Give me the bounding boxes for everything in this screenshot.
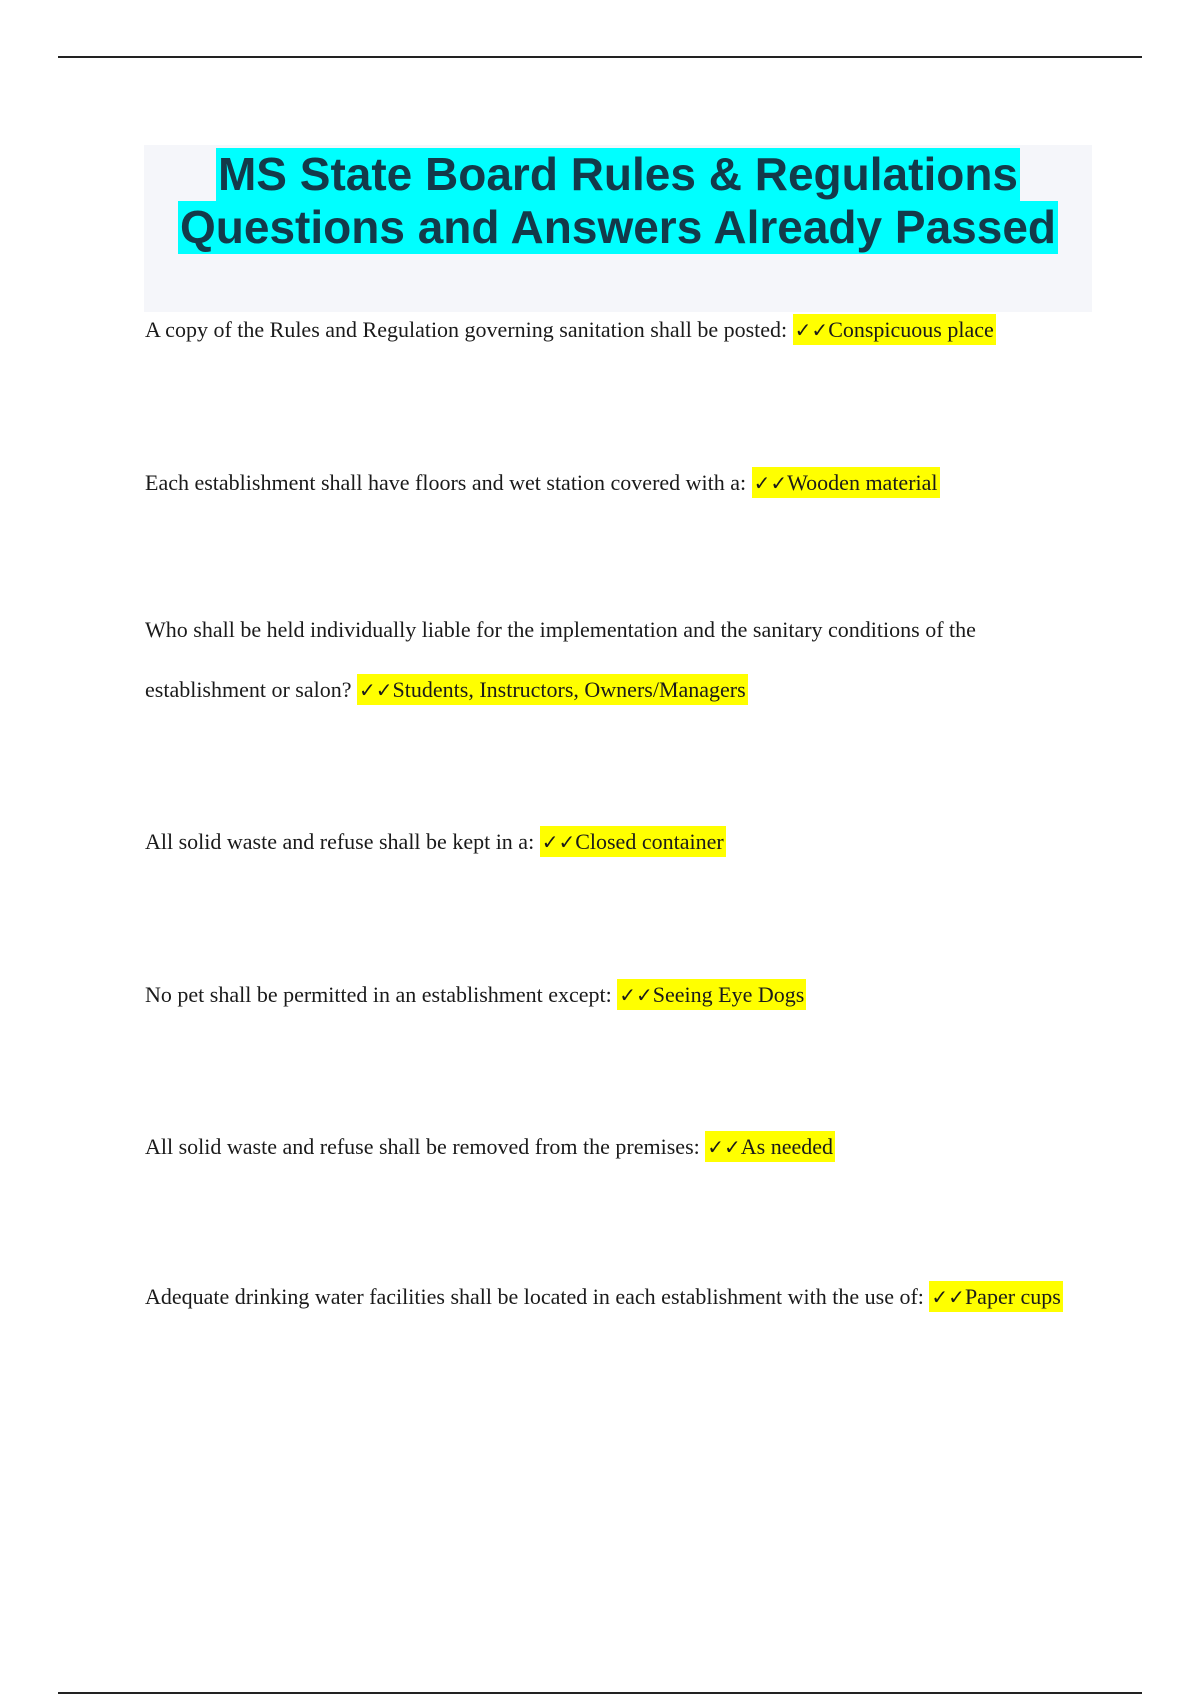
qa-item-3 (145, 600, 1095, 720)
qa-item-1 (145, 300, 1095, 360)
question-text: Who shall be held individually liable for the implementation and the sanitary conditions of the establishment or salon? (145, 617, 976, 702)
check-mark-icon: ✓✓ (619, 983, 653, 1007)
check-mark-icon: ✓✓ (541, 830, 576, 854)
answer-text: As needed (740, 1134, 834, 1159)
check-mark-icon: ✓✓ (794, 318, 829, 342)
check-mark-icon: ✓✓ (753, 471, 788, 495)
answer-text: Students, Instructors, Owners/Managers (392, 677, 746, 702)
answer-highlight (357, 674, 748, 705)
question-text: Each establishment shall have floors and wet station covered with a: (145, 470, 752, 495)
answer-highlight (540, 826, 726, 857)
answer-highlight (793, 314, 996, 345)
top-rule (58, 56, 1142, 58)
qa-item-4 (145, 812, 1095, 872)
question-text: A copy of the Rules and Regulation governing sanitation shall be posted: (145, 317, 793, 342)
document-title-line-1: MS State Board Rules & Regulations (217, 148, 1018, 200)
answer-text: Seeing Eye Dogs (652, 982, 805, 1007)
qa-item-2 (145, 453, 1095, 513)
answer-highlight (752, 467, 940, 498)
qa-item-5 (145, 965, 1095, 1025)
document-title-line-2: Questions and Answers Already Passed (179, 201, 1057, 253)
check-mark-icon: ✓✓ (707, 1135, 741, 1159)
answer-text: Wooden material (787, 470, 938, 495)
qa-item-6 (145, 1117, 1095, 1177)
question-text: Adequate drinking water facilities shall be located in each establishment with the use of: (145, 1284, 930, 1309)
answer-highlight (617, 979, 806, 1010)
answer-text: Closed container (575, 829, 724, 854)
check-mark-icon: ✓✓ (359, 678, 393, 702)
answer-text: Paper cups (964, 1284, 1061, 1309)
question-text: All solid waste and refuse shall be kept in a: (145, 829, 540, 854)
question-text: All solid waste and refuse shall be removed from the premises: (145, 1134, 706, 1159)
title-block (144, 145, 1092, 312)
bottom-rule (58, 1692, 1142, 1694)
answer-highlight (929, 1281, 1062, 1312)
answer-highlight (705, 1131, 835, 1162)
answer-text: Conspicuous place (828, 317, 994, 342)
check-mark-icon: ✓✓ (931, 1285, 965, 1309)
qa-item-7 (145, 1267, 1095, 1327)
question-text: No pet shall be permitted in an establishment except: (145, 982, 618, 1007)
